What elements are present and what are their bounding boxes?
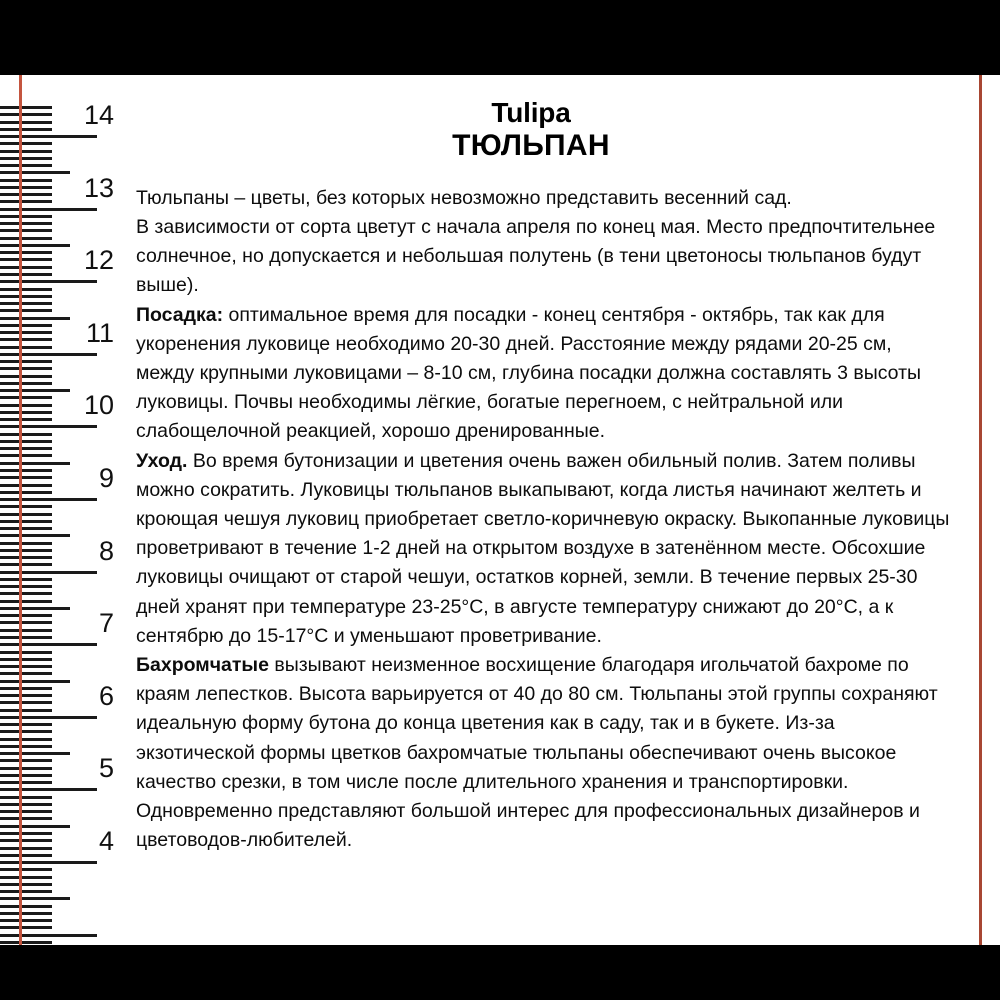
ruler-number-11: 11 <box>85 317 114 348</box>
ruler-tick-major <box>0 498 97 501</box>
ruler-tick-minor <box>0 658 52 661</box>
bottom-black-band <box>0 945 1000 1000</box>
ruler-tick-minor <box>0 890 52 893</box>
ruler-tick-minor <box>0 411 52 414</box>
paragraph-planting <box>136 301 954 447</box>
ruler-tick-minor <box>0 346 52 349</box>
ruler-tick-minor <box>0 150 52 153</box>
ruler-tick-minor <box>0 157 52 160</box>
ruler-tick-minor <box>0 941 52 944</box>
ruler-tick-minor <box>0 113 52 116</box>
ruler-tick-minor <box>0 375 52 378</box>
ruler-tick-half <box>0 462 70 465</box>
ruler-tick-half <box>0 534 70 537</box>
ruler-tick-minor <box>0 665 52 668</box>
text-content-area <box>136 75 956 945</box>
ruler-tick-minor <box>0 454 52 457</box>
page-title-latin: Tulipa <box>491 97 571 128</box>
ruler-tick-minor <box>0 629 52 632</box>
ruler-tick-minor <box>0 774 52 777</box>
paragraph-text-fringed: вызывают неизменное восхищение благодаря игольчатой бахроме по краям лепестков. Высота варьируется от 40 до 80 см. Тюльпаны этой группы сохраняют идеальную форму бутона до конца цветения как в саду, так и в букете. Из-за экзотической формы цветков бахромчатые тюльпаны обеспечивают очень высокое качество срезки, в том числе после длительного хранения и транспортировки. Одновременно представляют большой интерес для профессиональных дизайнеров и цветоводов-любителей. <box>136 653 938 852</box>
ruler-tick-minor <box>0 694 52 697</box>
ruler-tick-minor <box>0 440 52 443</box>
ruler-number-10: 10 <box>83 390 114 421</box>
ruler-tick-half <box>0 752 70 755</box>
ruler-tick-minor <box>0 614 52 617</box>
ruler-tick-minor <box>0 404 52 407</box>
ruler-tick-minor <box>0 331 52 334</box>
ruler-tick-minor <box>0 585 52 588</box>
ruler-tick-minor <box>0 121 52 124</box>
ruler-tick-minor <box>0 672 52 675</box>
ruler-tick-minor <box>0 803 52 806</box>
ruler-tick-minor <box>0 491 52 494</box>
paragraph-text-intro2: В зависимости от сорта цветут с начала апреля по конец мая. Место предпочтительнее солнечное, но допускается и небольшая полутень (в тени цветоносы тюльпанов будут выше). <box>136 215 936 297</box>
title-block <box>136 75 926 164</box>
ruler-tick-half <box>0 244 70 247</box>
ruler-tick-minor <box>0 745 52 748</box>
paragraph-fringed <box>136 651 954 855</box>
ruler-tick-major <box>0 353 97 356</box>
ruler-tick-minor <box>0 796 52 799</box>
paragraph-text-care: Во время бутонизации и цветения очень важен обильный полив. Затем поливы можно сократить. Луковицы тюльпанов выкапывают, когда листья начинают желтеть и кроющая чешуя луковиц приобретает светло-коричневую окраску. Выкопанные луковицы проветривают в течение 1-2 дней на открытом воздухе в затенённом месте. Обсохшие луковицы очищают от старой чешуи, остатков корней, земли. В течение первых 25-30 дней хранят при температуре 23-25°C, в августе температуру снижают до 20°C, а к сентябрю до 15-17°C и уменьшают проветривание. <box>136 449 950 647</box>
top-black-band <box>0 0 1000 75</box>
ruler-tick-minor <box>0 883 52 886</box>
ruler-number-4: 4 <box>98 826 114 856</box>
paragraph-lead-care: Уход. <box>136 449 188 472</box>
ruler-number-6: 6 <box>98 680 114 711</box>
paragraph-lead-fringed: Бахромчатые <box>136 653 269 676</box>
paragraph-care <box>136 447 954 651</box>
ruler-tick-minor <box>0 723 52 726</box>
ruler-tick-minor <box>0 469 52 472</box>
ruler-tick-minor <box>0 636 52 639</box>
ruler-tick-minor <box>0 273 52 276</box>
paragraph-intro2 <box>136 213 954 301</box>
ruler-tick-minor <box>0 309 52 312</box>
ruler-tick-minor <box>0 854 52 857</box>
description-body <box>136 184 954 856</box>
paragraph-text-planting: оптимальное время для посадки - конец сентября - октябрь, так как для укоренения луковице необходимо 20-30 дней. Расстояние между рядами 20-25 см, между крупными луковицами – 8-10 см, глубина посадки должна составлять 3 высоты луковицы. Почвы необходимы лёгкие, богатые перегноем, с нейтральной или слабощелочной реакцией, хорошо дренированные. <box>136 303 922 443</box>
ruler-tick-major <box>0 788 97 791</box>
ruler-tick-minor <box>0 817 52 820</box>
ruler-tick-minor <box>0 876 52 879</box>
ruler-tick-minor <box>0 237 52 240</box>
ruler-tick-minor <box>0 578 52 581</box>
ruler-tick-minor <box>0 832 52 835</box>
ruler-tick-minor <box>0 839 52 842</box>
ruler-tick-major <box>0 571 97 574</box>
ruler-tick-minor <box>0 527 52 530</box>
ruler-tick-minor <box>0 288 52 291</box>
ruler-tick-major <box>0 716 97 719</box>
ruler-tick-minor <box>0 251 52 254</box>
ruler-tick-minor <box>0 520 52 523</box>
ruler-tick-minor <box>0 738 52 741</box>
ruler-tick-minor <box>0 200 52 203</box>
ruler-tick-minor <box>0 324 52 327</box>
ruler-number-7: 7 <box>98 608 114 639</box>
ruler-tick-minor <box>0 912 52 915</box>
ruler-tick-minor <box>0 215 52 218</box>
ruler-tick-minor <box>0 759 52 762</box>
ruler-tick-minor <box>0 484 52 487</box>
ruler-tick-major <box>0 861 97 864</box>
ruler-red-guide-line <box>19 75 22 945</box>
ruler-tick-minor <box>0 781 52 784</box>
ruler-tick-major <box>0 934 97 937</box>
ruler-tick-minor <box>0 701 52 704</box>
ruler-tick-minor <box>0 142 52 145</box>
vertical-ruler <box>0 75 130 945</box>
ruler-tick-minor <box>0 418 52 421</box>
ruler-tick-minor <box>0 651 52 654</box>
ruler-tick-minor <box>0 164 52 167</box>
ruler-tick-minor <box>0 222 52 225</box>
ruler-number-14: 14 <box>83 100 114 130</box>
ruler-tick-half <box>0 171 70 174</box>
ruler-tick-minor <box>0 447 52 450</box>
ruler-tick-minor <box>0 258 52 261</box>
ruler-tick-minor <box>0 810 52 813</box>
right-red-guide-line <box>979 75 982 945</box>
ruler-tick-minor <box>0 186 52 189</box>
page-title-russian: ТЮЛЬПАН <box>452 129 610 163</box>
paragraph-text-intro: Тюльпаны – цветы, без которых невозможно представить весенний сад. <box>136 186 792 209</box>
ruler-tick-half <box>0 607 70 610</box>
ruler-tick-minor <box>0 266 52 269</box>
ruler-tick-minor <box>0 687 52 690</box>
ruler-tick-minor <box>0 128 52 131</box>
ruler-tick-minor <box>0 106 52 109</box>
ruler-tick-half <box>0 317 70 320</box>
ruler-tick-minor <box>0 847 52 850</box>
white-content-card <box>0 75 1000 945</box>
paragraph-intro <box>136 184 954 213</box>
ruler-tick-minor <box>0 338 52 341</box>
ruler-tick-minor <box>0 360 52 363</box>
ruler-tick-minor <box>0 919 52 922</box>
ruler-tick-minor <box>0 868 52 871</box>
ruler-tick-half <box>0 825 70 828</box>
ruler-number-9: 9 <box>98 463 114 493</box>
ruler-tick-minor <box>0 905 52 908</box>
ruler-tick-minor <box>0 549 52 552</box>
ruler-tick-minor <box>0 730 52 733</box>
ruler-tick-minor <box>0 563 52 566</box>
ruler-tick-minor <box>0 513 52 516</box>
ruler-tick-half <box>0 897 70 900</box>
ruler-tick-major <box>0 425 97 428</box>
ruler-tick-minor <box>0 542 52 545</box>
ruler-tick-minor <box>0 302 52 305</box>
ruler-tick-minor <box>0 926 52 929</box>
ruler-tick-major <box>0 643 97 646</box>
ruler-tick-minor <box>0 396 52 399</box>
ruler-tick-minor <box>0 382 52 385</box>
ruler-tick-minor <box>0 295 52 298</box>
ruler-tick-minor <box>0 556 52 559</box>
ruler-tick-minor <box>0 621 52 624</box>
ruler-number-12: 12 <box>83 245 114 276</box>
ruler-tick-minor <box>0 179 52 182</box>
ruler-tick-half <box>0 389 70 392</box>
ruler-tick-major <box>0 135 97 138</box>
ruler-number-8: 8 <box>98 535 114 566</box>
ruler-tick-major <box>0 208 97 211</box>
ruler-number-5: 5 <box>98 753 114 784</box>
ruler-tick-minor <box>0 193 52 196</box>
ruler-tick-minor <box>0 367 52 370</box>
ruler-tick-minor <box>0 476 52 479</box>
ruler-tick-half <box>0 680 70 683</box>
ruler-tick-minor <box>0 505 52 508</box>
ruler-tick-minor <box>0 433 52 436</box>
ruler-tick-minor <box>0 592 52 595</box>
ruler-tick-minor <box>0 229 52 232</box>
ruler-tick-minor <box>0 767 52 770</box>
ruler-tick-major <box>0 280 97 283</box>
ruler-tick-minor <box>0 600 52 603</box>
ruler-number-13: 13 <box>83 172 114 203</box>
ruler-tick-minor <box>0 709 52 712</box>
paragraph-lead-planting: Посадка: <box>136 303 224 326</box>
